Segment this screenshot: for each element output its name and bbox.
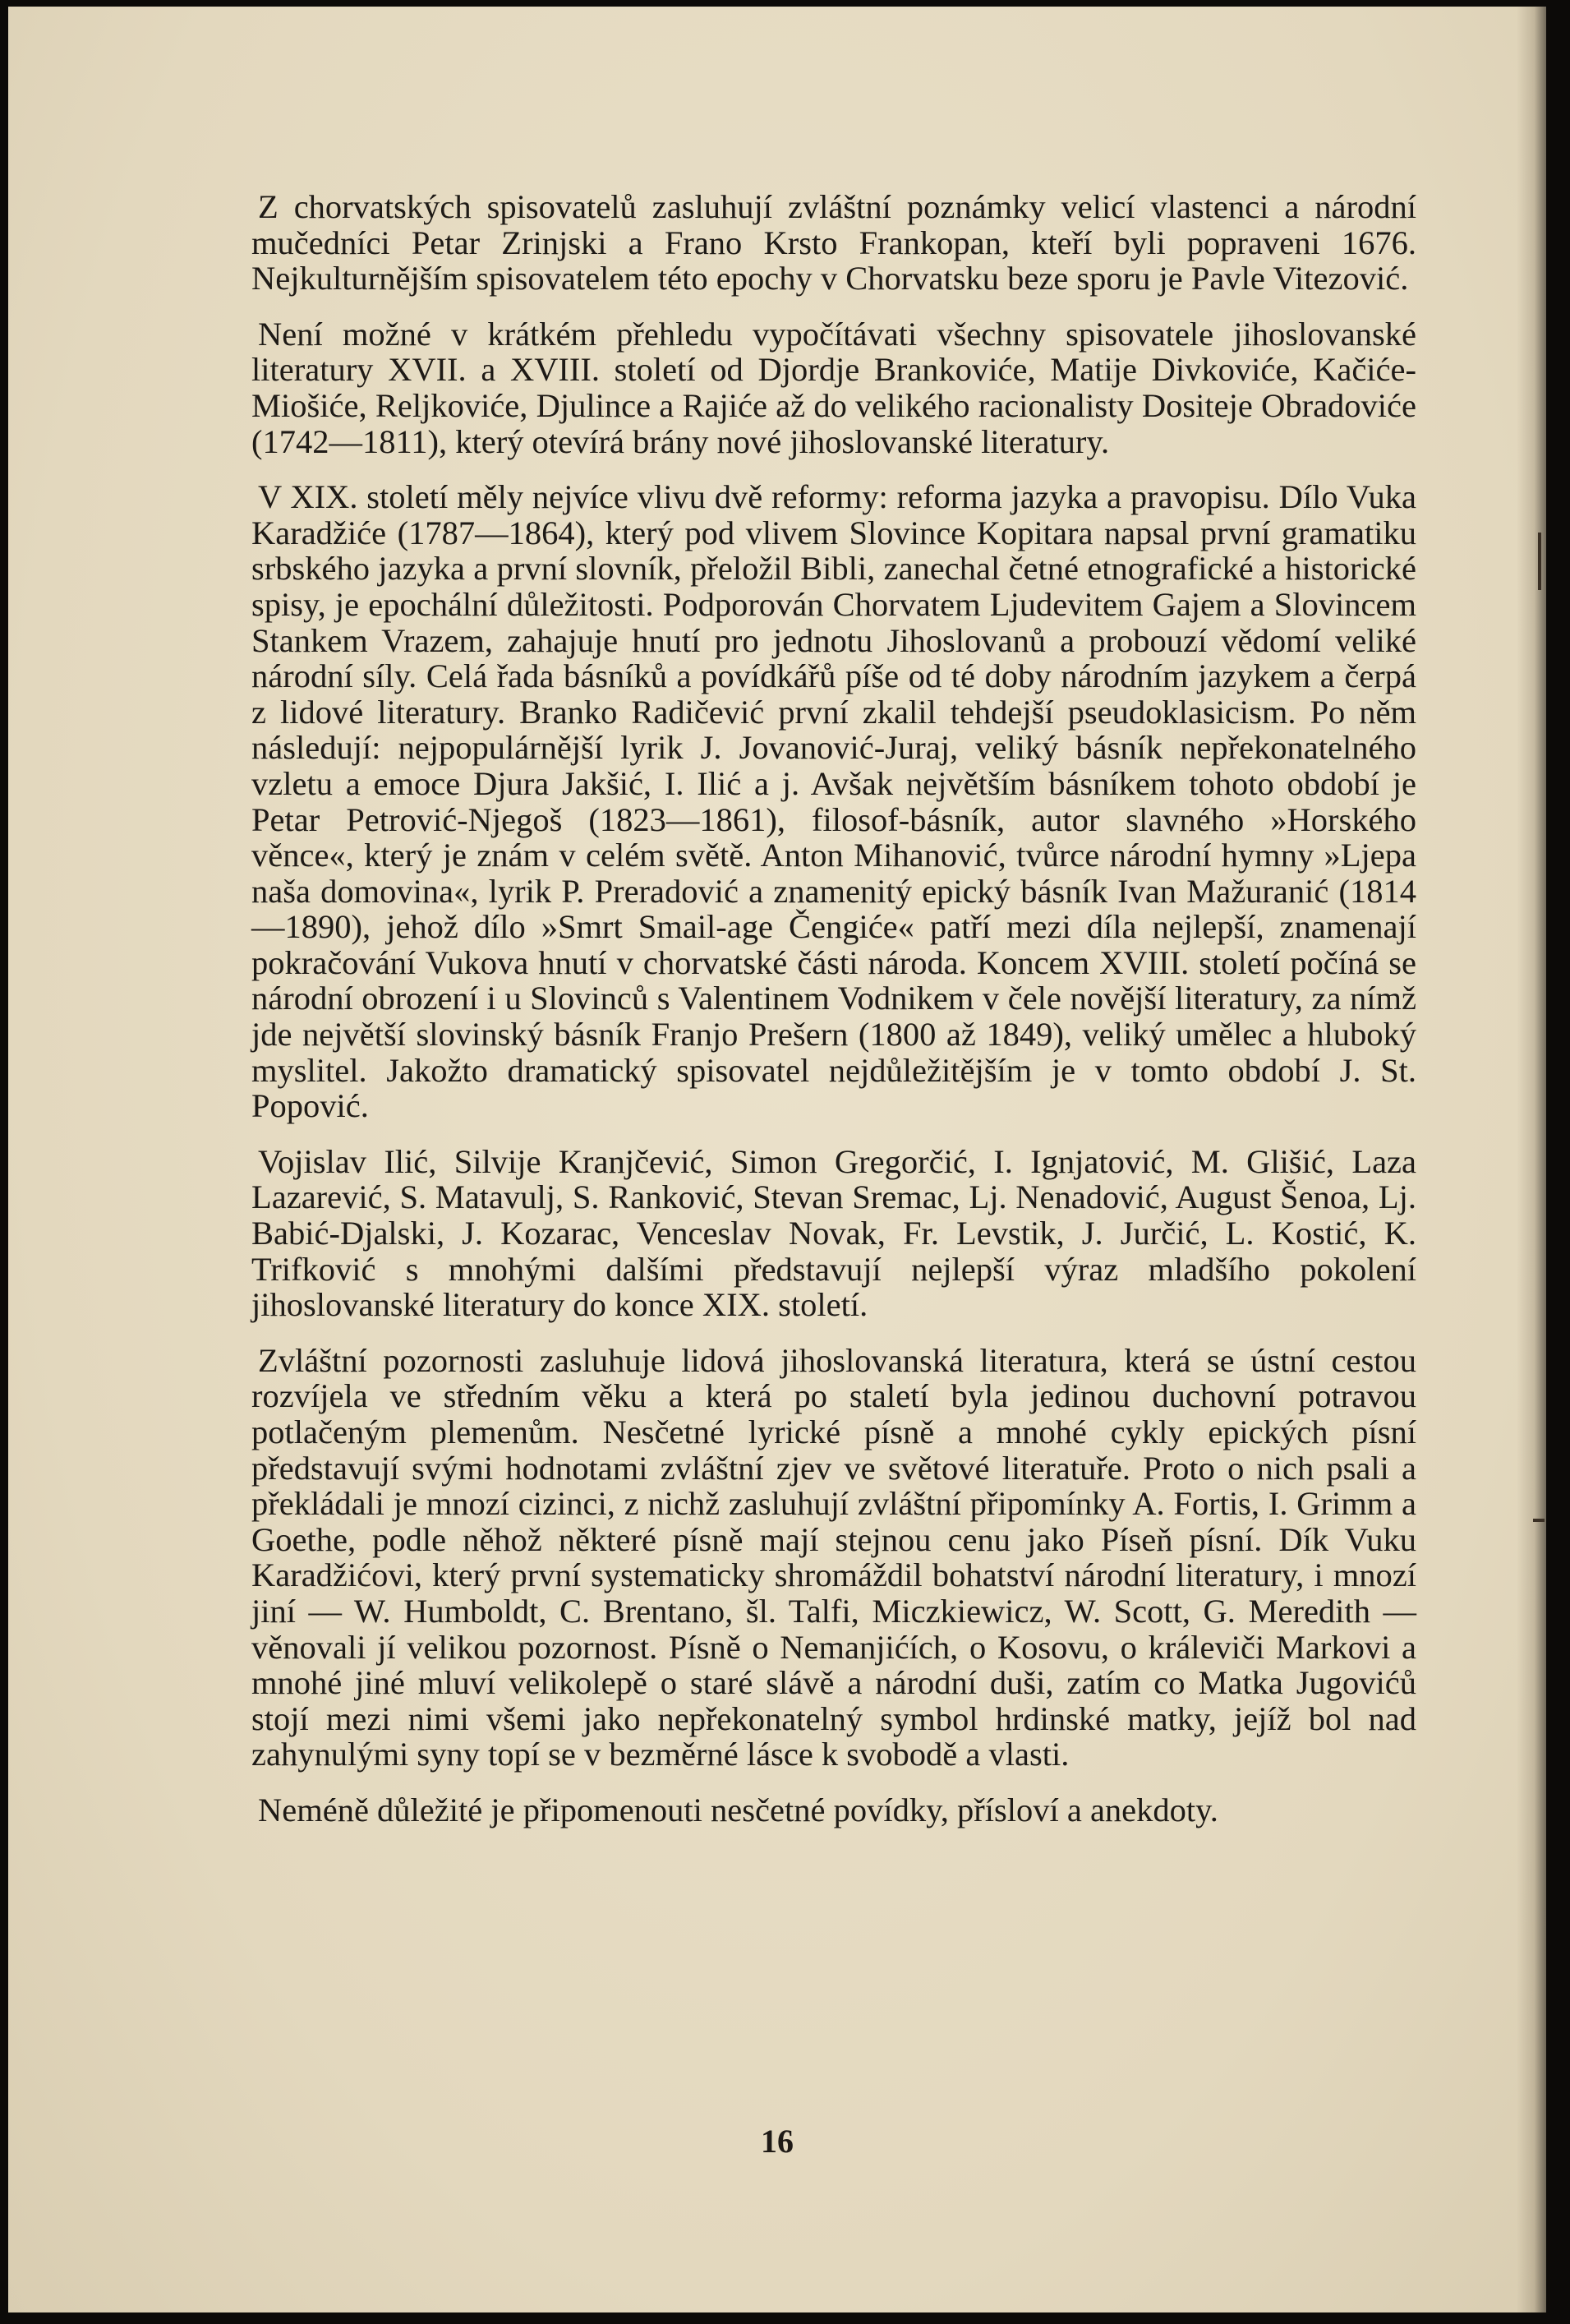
book-page <box>8 7 1546 2312</box>
paragraph-1: Z chorvatských spisovatelů zasluhují zvláštní poznámky velicí vlastenci a národní mučedníci Petar Zrinjski a Frano Krsto Frankopan, kteří byli popraveni 1676. Nejkulturnějším spisovatelem této epochy v Chorvatsku beze sporu je Pavle Vitezović. <box>251 188 1416 297</box>
paragraph-4: Vojislav Ilić, Silvije Kranjčević, Simon Gregorčić, I. Ignjatović, M. Glišić, Laza Lazarević, S. Matavulj, S. Ranković, Stevan Sremac, Lj. Nenadović, August Šenoa, Lj. Babić-Djalski, J. Kozarac, Venceslav Novak, Fr. Levstik, J. Jurčić, L. Kostić, K. Trifković s mnohými dalšími představují nejlepší výraz mladšího pokolení jihoslovanské literatury do konce XIX. století. <box>251 1142 1416 1324</box>
page-number: 16 <box>761 2123 794 2160</box>
paragraph-6: Neméně důležité je připomenouti nesčetné povídky, přísloví a anekdoty. <box>258 1791 1218 1828</box>
margin-mark <box>1533 1519 1545 1522</box>
paragraph-3: V XIX. století měly nejvíce vlivu dvě reformy: reforma jazyka a pravopisu. Dílo Vuka Karadžiće (1787—1864), který pod vlivem Slovince Kopitara napsal první gramatiku srbského jazyka a první slovník, přeložil Bibli, zanechal četné etnografické a historické spisy, je epochální důležitosti. Podporován Chorvatem Ljudevitem Gajem a Slovincem Stankem Vrazem, zahajuje hnutí pro jednotu Jihoslovanů a probouzí vědomí veliké národní síly. Celá řada básníků a povídkářů píše od té doby národním jazykem a čerpá z lidové literatury. Branko Radičević první zkalil tehdejší pseudoklasicism. Po něm následují: nejpopulárnější lyrik J. Jovanović-Juraj, veliký básník nepřekonatelného vzletu a emoce Djura Jakšić, I. Ilić a j. Avšak největším básníkem tohoto období je Petar Petrović-Njegoš (1823—1861), filosof-básník, autor slavného »Horského věnce«, který je znám v celém světě. Anton Mihanović, tvůrce národní hymny »Ljepa naša domovina«, lyrik P. Preradović a znamenitý epický básník Ivan Mažuranić (1814—1890), jehož dílo »Smrt Smail-age Čengiće« patří mezi díla nejlepší, znamenají pokračování Vukova hnutí v chorvatské části národa. Koncem XVIII. století počíná se národní obrození i u Slovinců s Valentinem Vodnikem v čele novější literatury, za nímž jde největší slovinský básník Franjo Prešern (1800 až 1849), veliký umělec a hluboký myslitel. Jakožto dramatický spisovatel nejdůležitějším je v tomto období J. St. Popović. <box>251 478 1416 1125</box>
paragraph-2: Není možné v krátkém přehledu vypočítávati všechny spisovatele jihoslovanské literatury XVII. a XVIII. století od Djordje Brankoviće, Matije Divkoviće, Kačiće-Miošiće, Reljkoviće, Djulince a Rajiće až do velikého racionalisty Dositeje Obradoviće (1742—1811), který otevírá brány nové jihoslovanské literatury. <box>251 315 1416 460</box>
paragraph-5: Zvláštní pozornosti zasluhuje lidová jihoslovanská literatura, která se ústní cestou rozvíjela ve středním věku a která po staletí byla jedinou duchovní potravou potlačeným plemenům. Nesčetné lyrické písně a mnohé cykly epických písní představují svými hodnotami zvláštní zjev ve světové literatuře. Proto o nich psali a překládali je mnozí cizinci, z nichž zasluhují zvláštní připomínky A. Fortis, I. Grimm a Goethe, podle něhož některé písně mají stejnou cenu jako Píseň písní. Dík Vuku Karadžićovi, který první systematicky shromáždil bohatství národní literatury, i mnozí jiní — W. Humboldt, C. Brentano, šl. Talfi, Miczkiewicz, W. Scott, G. Meredith — věnovali jí velikou pozornost. Písně o Nemanjićích, o Kosovu, o králeviči Markovi a mnohé jiné mluví velikolepě o staré slávě a národní duši, zatím co Matka Jugovićů stojí mezi nimi všemi jako nepřekonatelný symbol hrdinské matky, jejíž bol nad zahynulými syny topí se v bezměrné lásce k svobodě a vlasti. <box>251 1341 1416 1773</box>
margin-mark <box>1538 533 1541 590</box>
body-text <box>251 189 1416 1848</box>
page-edge-shadow <box>1517 7 1546 2312</box>
